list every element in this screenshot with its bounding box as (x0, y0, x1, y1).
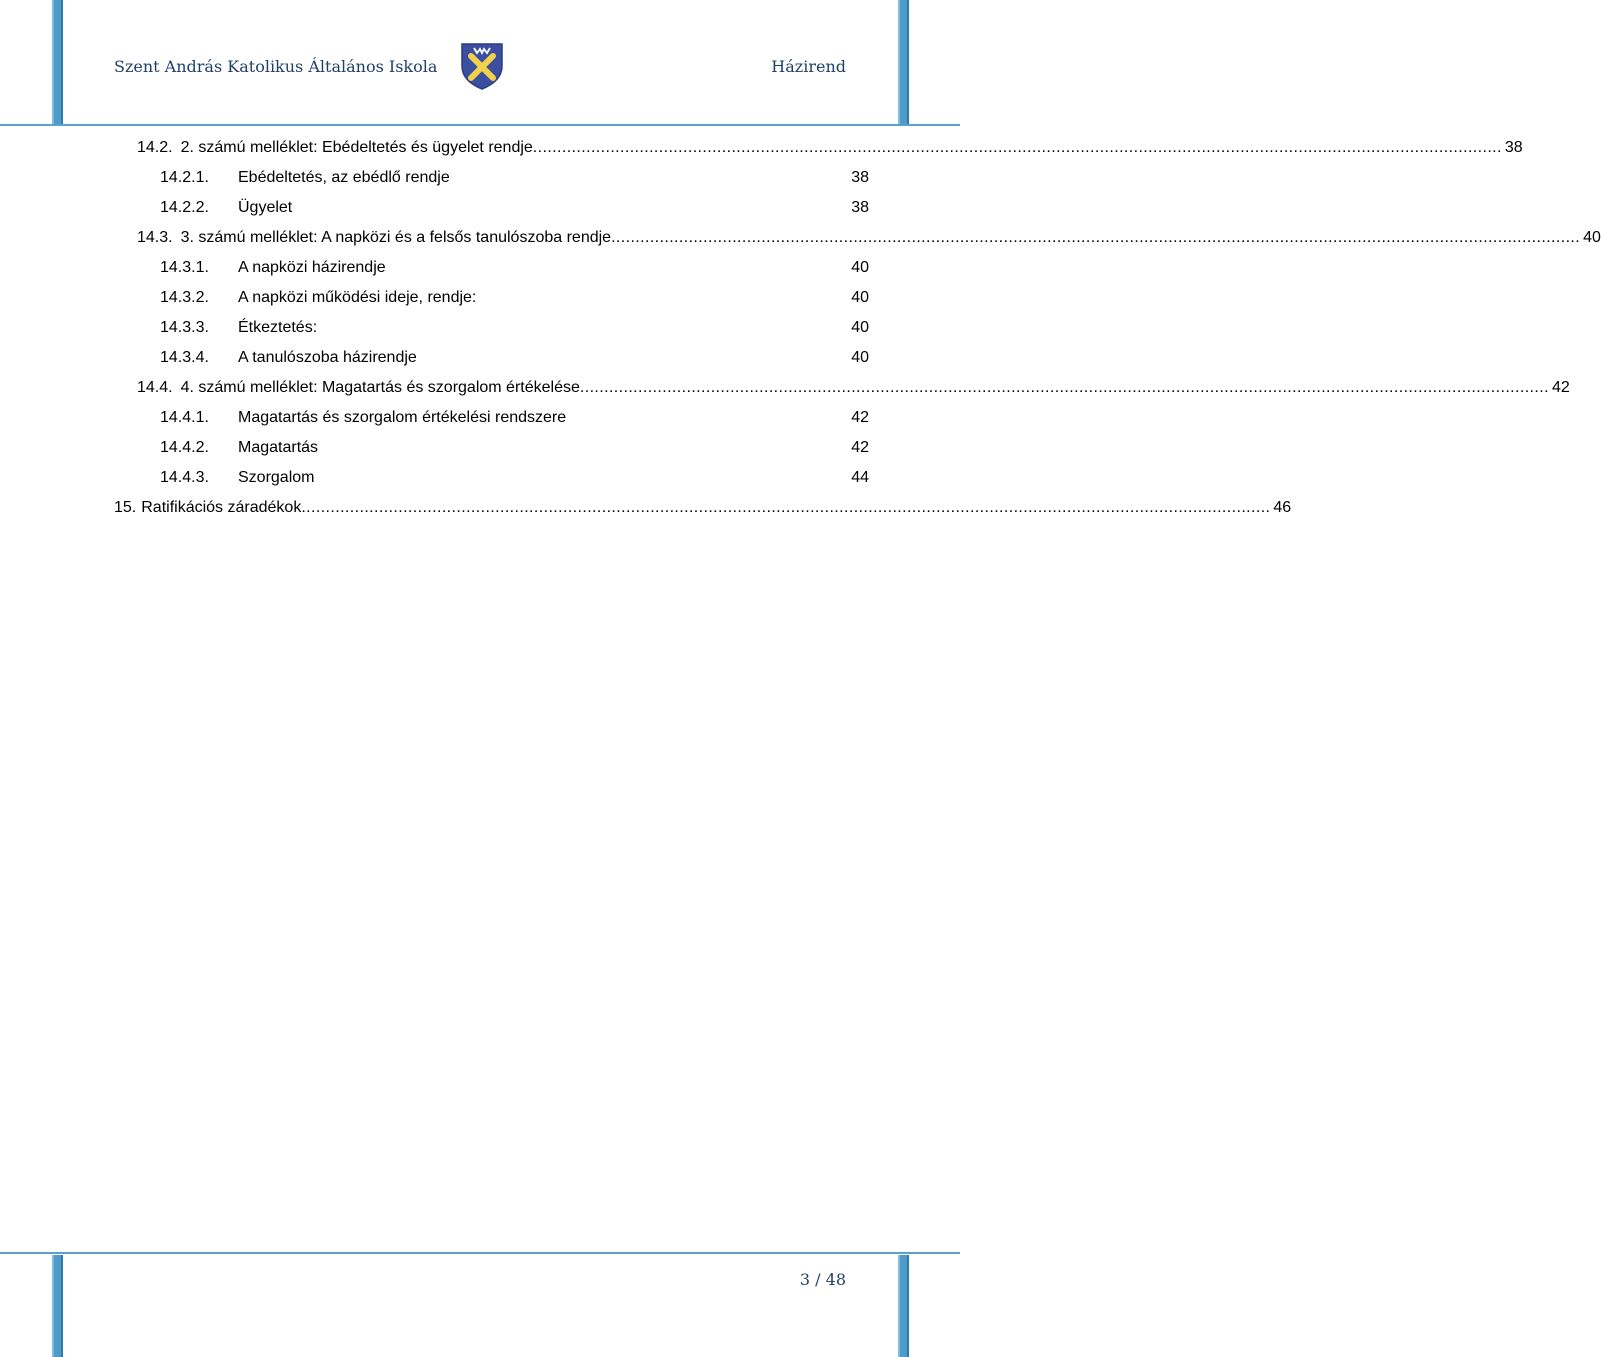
toc-leader-dots: ........................................................................................................................................................................................................ (611, 229, 1581, 246)
toc-entry[interactable] (0, 226, 1601, 250)
toc-entry-number: 14.4. (137, 379, 173, 396)
toc-entry-page: 40 (851, 349, 869, 366)
toc-leader-dots: ........................................................................................................................................................................................................ (301, 499, 1271, 516)
toc-entry-title: 3. számú melléklet: A napközi és a felsős tanulószoba rendje (180, 229, 612, 246)
toc-entry-page: 42 (851, 409, 869, 426)
toc-entry-page: 40 (851, 319, 869, 336)
toc-entry-page: 38 (851, 169, 869, 186)
document-title: Házirend (771, 57, 846, 76)
toc-entry-title: Magatartás és szorgalom értékelési rendszere (238, 409, 567, 426)
toc-entry[interactable] (0, 286, 960, 310)
toc-entry-page: 40 (851, 289, 869, 306)
toc-entry-number: 14.4.1. (160, 409, 209, 426)
toc-entry-number: 14.2.2. (160, 199, 209, 216)
toc-entry-title: Ratifikációs záradékok (141, 499, 302, 516)
toc-entry-number: 15. (114, 499, 137, 516)
footer-left-accent-bar (52, 1255, 63, 1357)
school-crest-icon (460, 42, 504, 90)
toc-entry-title: Ebédeltetés, az ebédlő rendje (238, 169, 450, 186)
header-rule (0, 124, 960, 126)
toc-entry-title: A napközi működési ideje, rendje: (238, 289, 477, 306)
toc-entry-number: 14.3.1. (160, 259, 209, 276)
toc-entry[interactable] (0, 136, 1523, 160)
toc-entry[interactable] (0, 346, 960, 370)
toc-entry-number: 14.3.2. (160, 289, 209, 306)
toc-entry[interactable] (0, 466, 960, 490)
toc-entry-page: 44 (851, 469, 869, 486)
footer-right-accent-bar (898, 1255, 909, 1357)
toc-entry-page: 40 (851, 259, 869, 276)
header-left-accent-bar (52, 0, 63, 124)
toc-leader-dots: ........................................................................................................................................................................................................ (532, 139, 1502, 156)
toc-entry-number: 14.3. (137, 229, 173, 246)
toc-entry-page: 42 (1551, 379, 1570, 396)
toc-entry-title: Szorgalom (238, 469, 315, 486)
toc-entry-number: 14.4.2. (160, 439, 209, 456)
header-right-accent-bar (898, 0, 909, 124)
page-number: 3 / 48 (799, 1270, 846, 1289)
footer-rule (0, 1252, 960, 1254)
toc-entry-page: 38 (851, 199, 869, 216)
toc-entry[interactable] (0, 406, 960, 430)
toc-entry[interactable] (0, 166, 960, 190)
toc-entry-title: 2. számú melléklet: Ebédeltetés és ügyelet rendje (180, 139, 533, 156)
toc-entry-number: 14.4.3. (160, 469, 209, 486)
toc-entry[interactable] (0, 316, 960, 340)
toc-entry-title: A napközi házirendje (238, 259, 386, 276)
toc-entry[interactable] (0, 196, 960, 220)
toc-entry-page: 46 (1273, 499, 1292, 516)
toc-entry[interactable] (0, 376, 1570, 400)
toc-entry[interactable] (0, 436, 960, 460)
toc-entry-title: Ügyelet (238, 199, 293, 216)
toc-entry-title: Magatartás (238, 439, 319, 456)
toc-entry-page: 38 (1504, 139, 1523, 156)
toc-leader-dots: ........................................................................................................................................................................................................ (579, 379, 1549, 396)
toc-entry-number: 14.2. (137, 139, 173, 156)
toc-entry[interactable] (0, 256, 960, 280)
toc-entry-title: Étkeztetés: (238, 319, 318, 336)
toc-entry-number: 14.2.1. (160, 169, 209, 186)
toc-entry-page: 42 (851, 439, 869, 456)
school-name: Szent András Katolikus Általános Iskola (114, 57, 438, 76)
toc-entry[interactable] (0, 496, 1292, 520)
toc-entry-title: A tanulószoba házirendje (238, 349, 417, 366)
toc-entry-number: 14.3.4. (160, 349, 209, 366)
toc-entry-page: 40 (1583, 229, 1601, 246)
toc-entry-title: 4. számú melléklet: Magatartás és szorgalom értékelése (180, 379, 580, 396)
toc-entry-number: 14.3.3. (160, 319, 209, 336)
